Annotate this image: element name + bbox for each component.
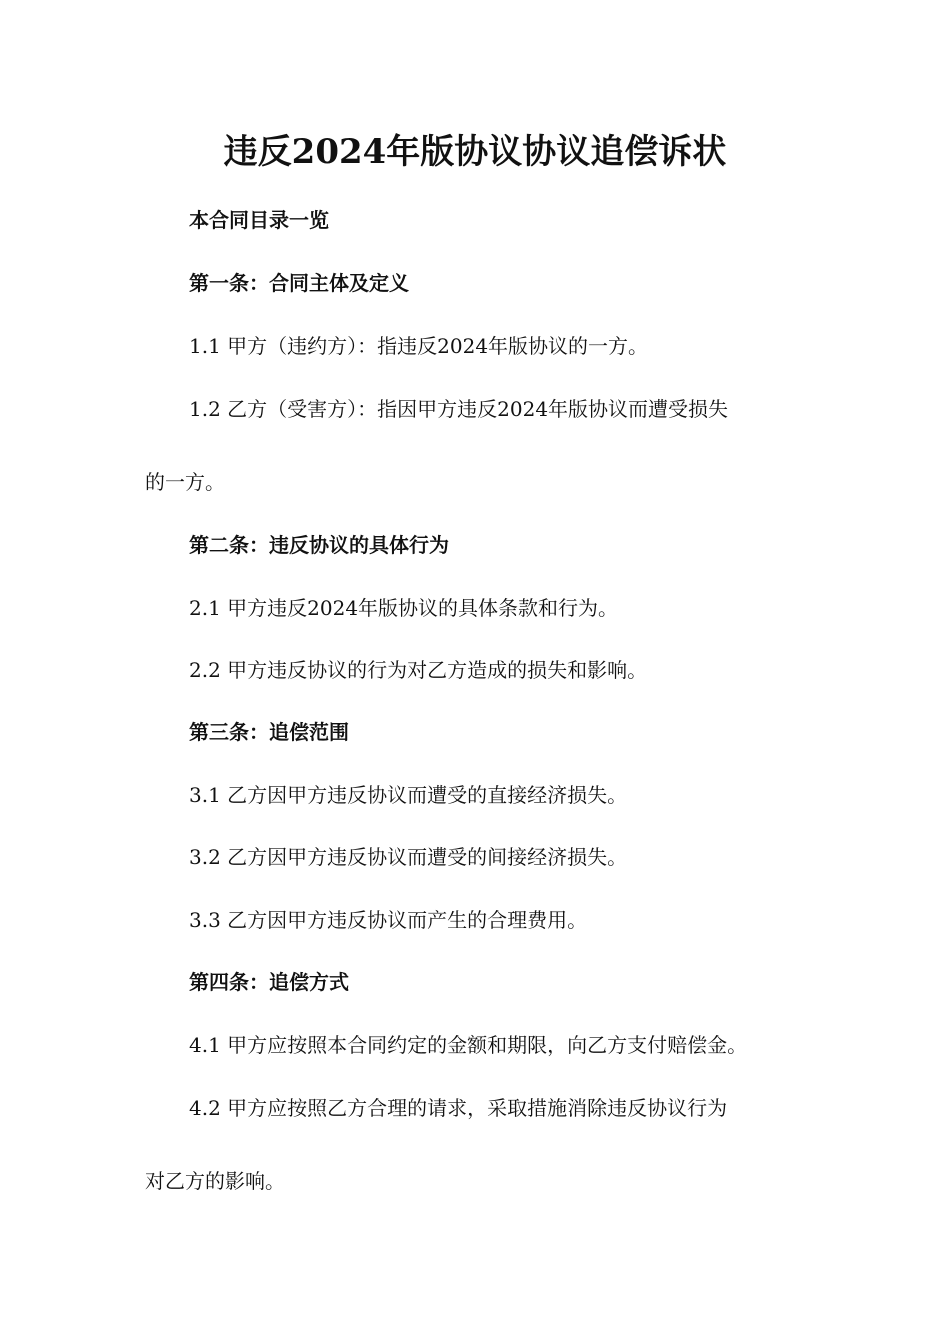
section-heading-2: 第二条：违反协议的具体行为 <box>189 533 449 557</box>
section-heading-1: 第一条：合同主体及定义 <box>189 271 409 295</box>
clause-4-2: 4.2 甲方应按照乙方合理的请求，采取措施消除违反协议行为 <box>189 1096 728 1120</box>
clause-4-1: 4.1 甲方应按照本合同约定的金额和期限，向乙方支付赔偿金。 <box>189 1033 748 1057</box>
clause-2-2: 2.2 甲方违反协议的行为对乙方造成的损失和影响。 <box>189 658 648 682</box>
document-title: 违反2024年版协议协议追偿诉状 <box>223 132 727 172</box>
clause-3-3: 3.3 乙方因甲方违反协议而产生的合理费用。 <box>189 908 588 932</box>
toc-heading: 本合同目录一览 <box>189 208 329 232</box>
clause-3-1: 3.1 乙方因甲方违反协议而遭受的直接经济损失。 <box>189 783 628 807</box>
clause-1-2: 1.2 乙方（受害方）：指因甲方违反2024年版协议而遭受损失 <box>189 397 729 421</box>
section-heading-4: 第四条：追偿方式 <box>189 970 349 994</box>
section-heading-3: 第三条：追偿范围 <box>189 720 349 744</box>
clause-2-1: 2.1 甲方违反2024年版协议的具体条款和行为。 <box>189 596 619 620</box>
clause-3-2: 3.2 乙方因甲方违反协议而遭受的间接经济损失。 <box>189 845 628 869</box>
clause-1-1: 1.1 甲方（违约方）：指违反2024年版协议的一方。 <box>189 334 649 358</box>
clause-4-2-continued: 对乙方的影响。 <box>145 1169 285 1193</box>
clause-1-2-continued: 的一方。 <box>145 470 225 494</box>
